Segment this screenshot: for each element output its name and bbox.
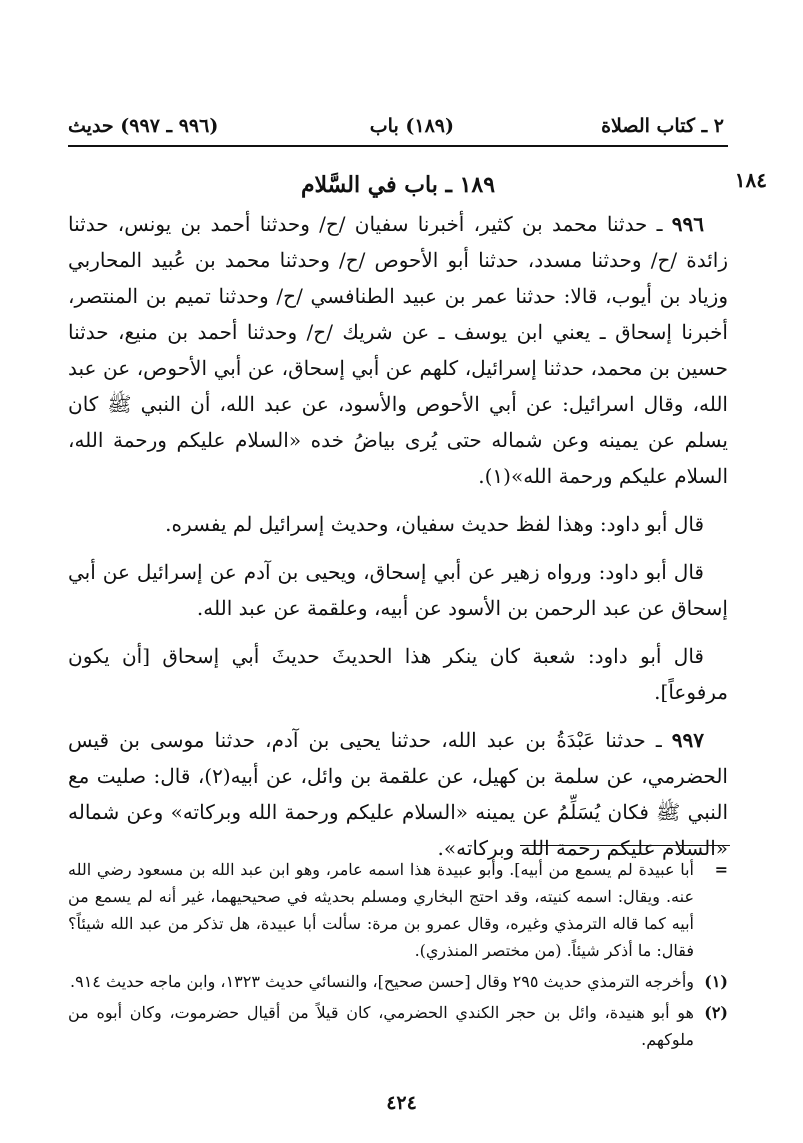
margin-number: ١٨٤	[734, 168, 767, 192]
page-number: ٤٢٤	[386, 1092, 417, 1114]
footnote-mark: =	[714, 860, 728, 879]
footnote-mark: (١)	[704, 972, 728, 991]
commentary-paragraph	[68, 638, 728, 710]
footnote-text: وأخرجه الترمذي حديث ٢٩٥ وقال [حسن صحيح]، والنسائي حديث ١٣٢٣، وابن ماجه حديث ٩١٤.	[70, 972, 694, 991]
paragraph-text: قال أبو داود: ورواه زهير عن أبي إسحاق، ويحيى بن آدم عن إسرائيل عن أبي إسحاق عن عبد الرحمن بن الأسود عن أبيه، وعلقمة عن عبد الله.	[68, 560, 728, 620]
footnote	[68, 999, 728, 1053]
header-chapter: (١٨٩) باب	[369, 115, 454, 137]
footnotes	[68, 856, 728, 1057]
footnote-mark: (٢)	[704, 1003, 728, 1022]
chapter-title: ١٨٩ ـ باب في السَّلام	[300, 172, 496, 198]
header-hadith-range: (٩٩٦ ـ ٩٩٧) حديث	[68, 115, 219, 137]
commentary-paragraph	[68, 554, 728, 626]
footnote-text: هو أبو هنيدة، وائل بن حجر الكندي الحضرمي، كان قيلاً من أقيال حضرموت، وكان أبوه من ملوكهم.	[68, 1003, 694, 1049]
hadith-number: ٩٩٦	[671, 212, 704, 236]
paragraph-text: ـ حدثنا محمد بن كثير، أخبرنا سفيان /ح/ وحدثنا أحمد بن يونس، حدثنا زائدة /ح/ وحدثنا مسدد، حدثنا أبو الأحوص /ح/ وحدثنا محمد بن عُبيد المحاربي وزياد بن أيوب، قالا: حدثنا عمر بن عبيد الطنافسي /ح/ وحدثنا تميم بن المنتصر، أخبرنا إسحاق ـ يعني ابن يوسف ـ عن شريك /ح/ وحدثنا أحمد بن منيع، حدثنا حسين بن محمد، حدثنا إسرائيل، كلهم عن أبي إسحاق، عن أبي الأحوص، عن عبد الله، وقال اسرائيل: عن أبي الأحوص والأسود، عن عبد الله، أن النبي ﷺ كان يسلم عن يمينه وعن شماله حتى يُرى بياضُ خده «السلام عليكم ورحمة الله، السلام عليكم ورحمة الله»(١).	[68, 212, 728, 488]
footnote-text: أبا عبيدة لم يسمع من أبيه]. وأبو عبيدة هذا اسمه عامر، وهو ابن عبد الله بن مسعود رضي الله عنه. ويقال: اسمه كنيته، وقد احتج البخاري ومسلم بحديثه في صحيحيهما، غير أنه لم يسمع من أبيه كما قاله الترمذي وغيره، وقال عمرو بن مرة: سألت أبا عبيدة، هل تذكر من عبد الله شيئاً؟ فقال: ما أذكر شيئاً. (من مختصر المنذري).	[68, 860, 694, 960]
header-book-title: ٢ ـ كتاب الصلاة	[601, 115, 724, 137]
hadith-paragraph	[68, 206, 728, 494]
commentary-paragraph	[68, 506, 728, 542]
footnote	[68, 968, 728, 995]
paragraph-text: ـ حدثنا عَبْدَةُ بن عبد الله، حدثنا يحيى بن آدم، حدثنا موسى بن قيس الحضرمي، عن سلمة بن كهيل، عن علقمة بن وائل، عن أبيه(٢)، قال: صليت مع النبي ﷺ فكان يُسَلِّمُ عن يمينه «السلام عليكم ورحمة الله وبركاته» وعن شماله «السلام عليكم رحمة الله وبركاته».	[68, 728, 728, 860]
running-header	[68, 112, 724, 140]
hadith-number: ٩٩٧	[671, 728, 704, 752]
footnote	[68, 856, 728, 964]
main-text	[68, 206, 728, 878]
paragraph-text: قال أبو داود: شعبة كان ينكر هذا الحديثَ حديثَ أبي إسحاق [أن يكون مرفوعاً].	[68, 644, 728, 704]
header-rule	[68, 145, 728, 147]
footnote-rule	[520, 845, 730, 846]
paragraph-text: قال أبو داود: وهذا لفظ حديث سفيان، وحديث إسرائيل لم يفسره.	[165, 512, 704, 536]
